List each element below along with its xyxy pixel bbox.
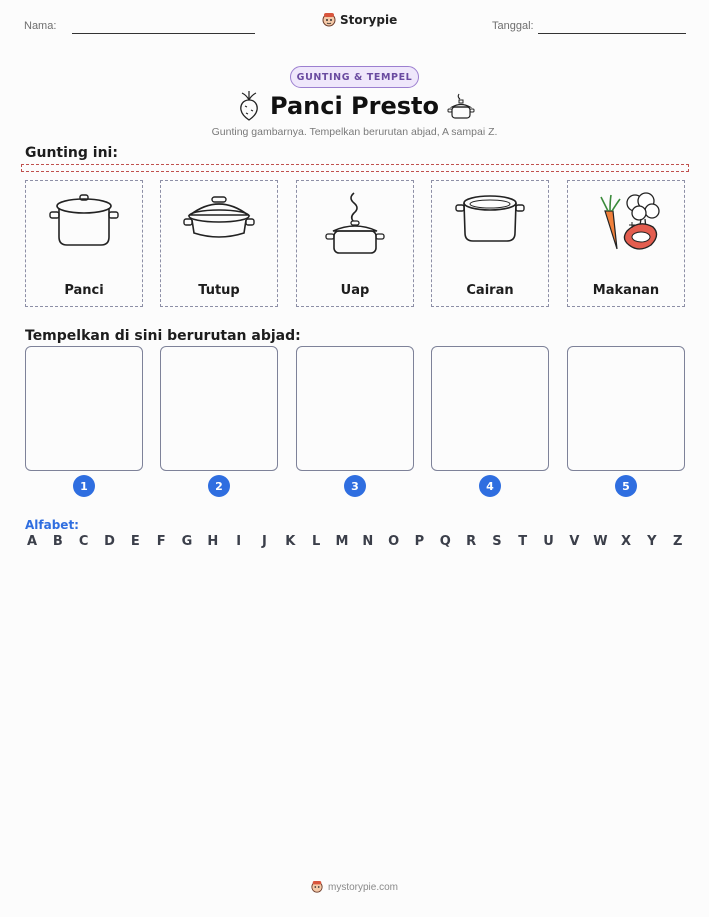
card-label: Uap: [340, 283, 370, 298]
alphabet-letter: P: [414, 534, 425, 549]
alphabet-letter: N: [362, 534, 374, 549]
food-icon: [589, 189, 663, 255]
page-title: Panci Presto: [270, 92, 439, 120]
activity-pill: GUNTING & TEMPEL: [290, 66, 419, 88]
cut-card-panci[interactable]: [25, 180, 143, 307]
cut-card-uap[interactable]: [296, 180, 414, 307]
alphabet-letter: I: [236, 534, 242, 549]
liquid-pot-icon: [453, 189, 527, 251]
footer-url[interactable]: mystorypie.com: [327, 881, 398, 893]
pot-lid-icon: [182, 189, 256, 251]
alphabet-letter: Y: [647, 534, 657, 549]
paste-heading: Tempelkan di sini berurutan abjad:: [25, 328, 301, 344]
paste-slot-2[interactable]: [160, 346, 278, 471]
storypie-mascot-icon: [322, 12, 336, 28]
pressure-cooker-icon: [447, 90, 475, 122]
alphabet-letter: W: [593, 534, 608, 549]
alphabet-letter: D: [104, 534, 115, 549]
slot-number-badge: 4: [479, 475, 501, 497]
storypie-mascot-icon: [311, 880, 323, 894]
alphabet-letter: O: [388, 534, 400, 549]
pot-icon: [47, 189, 121, 251]
steam-pot-icon: [318, 189, 392, 259]
cut-heading: Gunting ini:: [25, 145, 118, 161]
alphabet-letter: S: [492, 534, 502, 549]
alphabet-letter: C: [78, 534, 89, 549]
paste-slot-1[interactable]: [25, 346, 143, 471]
slot-number-badge: 2: [208, 475, 230, 497]
footer: [0, 880, 709, 894]
alphabet-letter: Z: [672, 534, 683, 549]
instructions: Gunting gambarnya. Tempelkan berurutan abjad, A sampai Z.: [211, 126, 498, 138]
slot-number-badge: 5: [615, 475, 637, 497]
date-label: Tanggal:: [492, 20, 534, 32]
card-label: Panci: [64, 283, 104, 298]
brand-name: Storypie: [340, 13, 398, 27]
cut-card-makanan[interactable]: [567, 180, 685, 307]
slot-number-badge: 1: [73, 475, 95, 497]
date-line[interactable]: [538, 33, 686, 34]
alphabet-letter: H: [207, 534, 219, 549]
card-label: Tutup: [198, 283, 240, 298]
brand-logo: [322, 12, 397, 28]
alphabet-letter: A: [26, 534, 38, 549]
cut-card-tutup[interactable]: [160, 180, 278, 307]
alphabet-letter: E: [130, 534, 140, 549]
alphabet-letter: K: [285, 534, 296, 549]
card-label: Cairan: [466, 283, 514, 298]
alphabet-row: [25, 534, 685, 549]
alphabet-letter: L: [311, 534, 321, 549]
paste-slot-3[interactable]: [296, 346, 414, 471]
paste-slot-5[interactable]: [567, 346, 685, 471]
paste-slot-4[interactable]: [431, 346, 549, 471]
cut-line: [21, 164, 689, 172]
alphabet-title: Alfabet:: [25, 518, 79, 532]
card-label: Makanan: [592, 283, 660, 298]
alphabet-letter: F: [156, 534, 166, 549]
alphabet-letter: Q: [439, 534, 451, 549]
name-line[interactable]: [72, 33, 255, 34]
alphabet-letter: B: [52, 534, 63, 549]
name-label: Nama:: [24, 20, 57, 32]
alphabet-letter: G: [181, 534, 193, 549]
slot-number-badge: 3: [344, 475, 366, 497]
cut-card-cairan[interactable]: [431, 180, 549, 307]
alphabet-letter: V: [569, 534, 580, 549]
alphabet-letter: X: [621, 534, 632, 549]
alphabet-letter: M: [335, 534, 349, 549]
alphabet-letter: J: [262, 534, 267, 549]
alphabet-letter: R: [466, 534, 477, 549]
alphabet-letter: U: [543, 534, 554, 549]
alphabet-letter: T: [518, 534, 528, 549]
